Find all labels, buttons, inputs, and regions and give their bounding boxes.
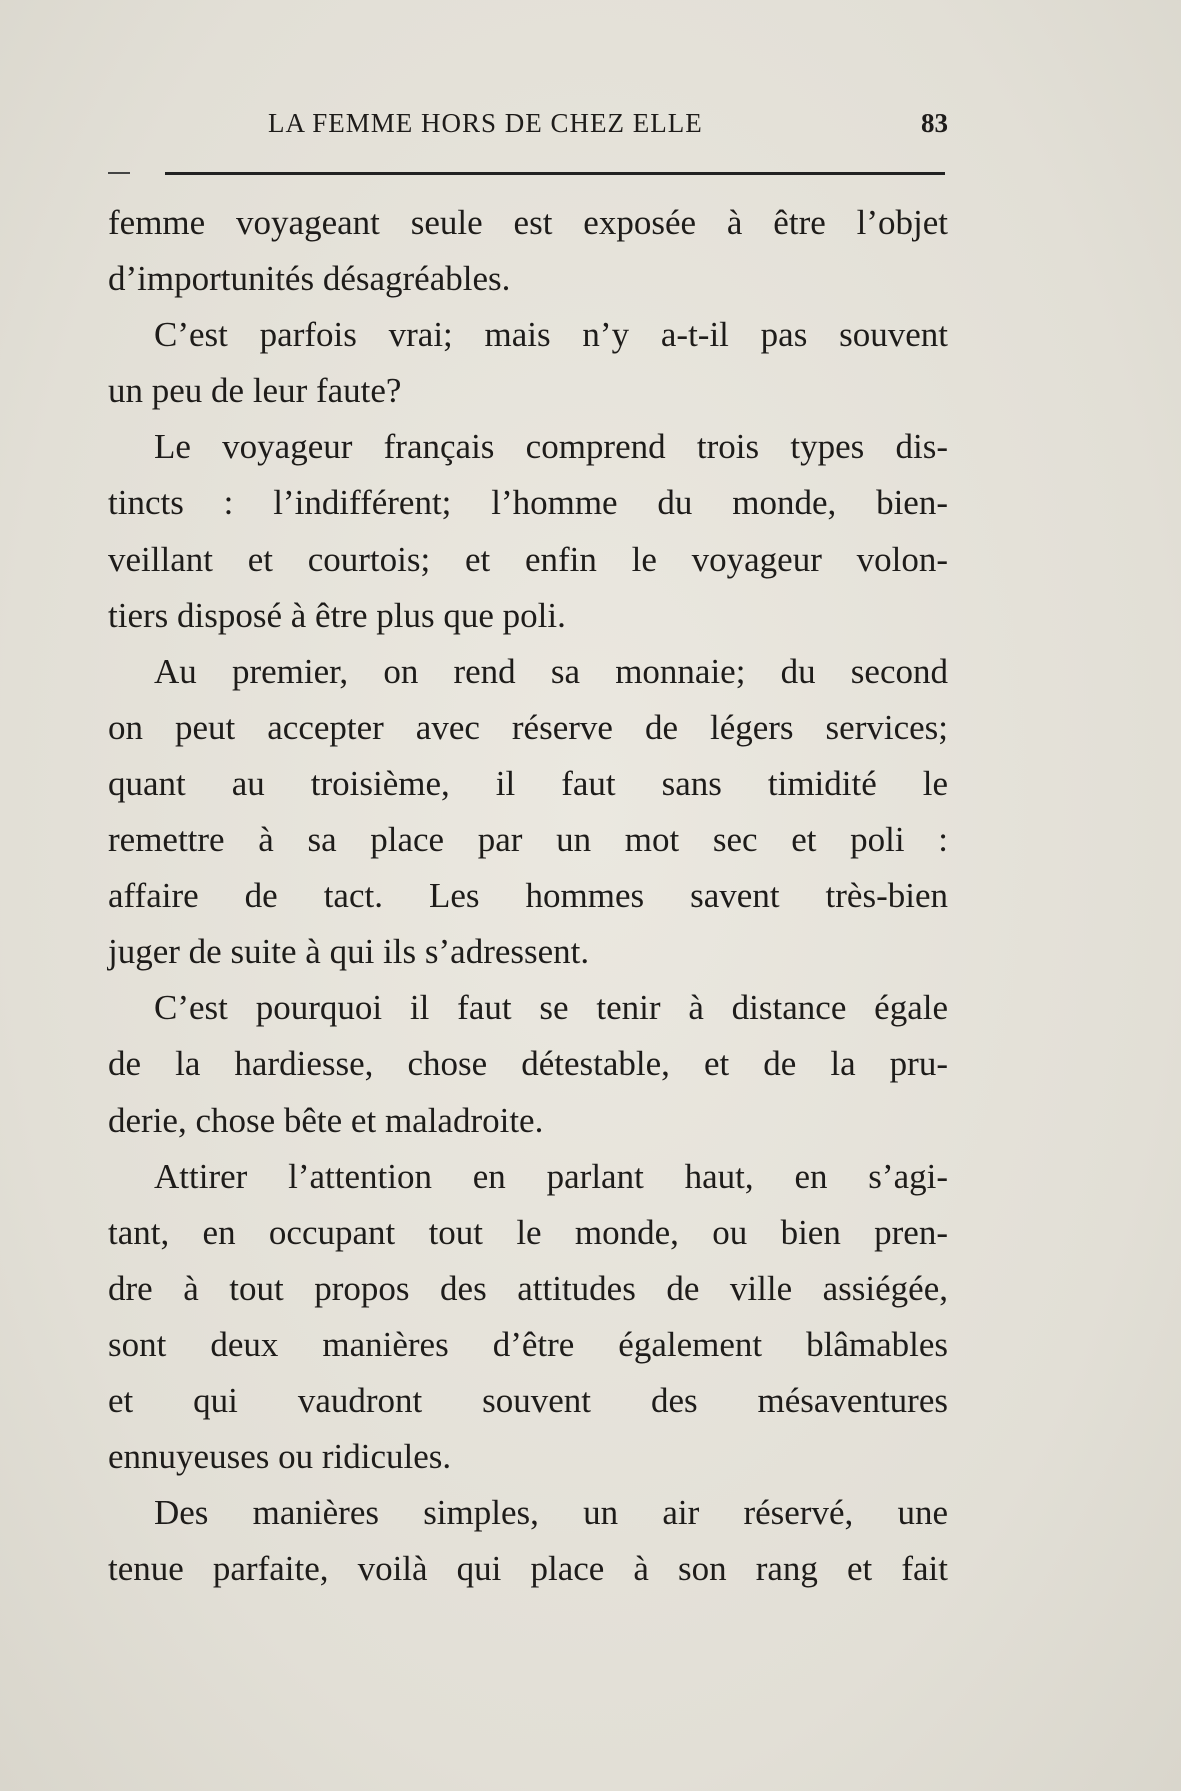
text-line (108, 251, 948, 307)
page-header (108, 108, 948, 148)
text-line (108, 588, 948, 644)
text-line (108, 1205, 948, 1261)
page-number: 83 (921, 108, 948, 138)
text-line-content: remettre à sa place par un mot sec et poli : (108, 820, 948, 860)
text-line (108, 1373, 948, 1429)
text-line (108, 980, 948, 1036)
text-line-content: juger de suite à qui ils s’adressent. (108, 932, 590, 972)
running-title: LA FEMME HORS DE CHEZ ELLE (268, 108, 703, 138)
text-line-content: tincts : l’indifférent; l’homme du monde, bien- (108, 483, 948, 523)
text-line (108, 1261, 948, 1317)
text-line (108, 1093, 948, 1149)
rule-mark (108, 172, 130, 174)
body-text (108, 195, 948, 1597)
text-line (108, 1317, 948, 1373)
text-line (108, 644, 948, 700)
text-line (108, 307, 948, 363)
text-line (108, 363, 948, 419)
text-line-content: femme voyageant seule est exposée à être l’objet (108, 203, 948, 242)
text-line-content: C’est parfois vrai; mais n’y a-t-il pas souvent (154, 315, 948, 355)
text-line-content: tiers disposé à être plus que poli. (108, 595, 566, 635)
text-line-content: dre à tout propos des attitudes de ville assiégée, (108, 1268, 948, 1308)
text-line-content: Des manières simples, un air réservé, une (154, 1493, 948, 1533)
text-line-content: quant au troisième, il faut sans timidité le (108, 763, 948, 803)
text-line-content: Au premier, on rend sa monnaie; du second (154, 651, 948, 691)
text-line (108, 1485, 948, 1541)
text-line-content: tenue parfaite, voilà qui place à son rang et fait (108, 1549, 948, 1589)
text-line-content: on peut accepter avec réserve de légers services; (108, 707, 948, 747)
text-line (108, 475, 948, 531)
text-line-content: veillant et courtois; et enfin le voyageur volon- (108, 539, 948, 579)
text-line (108, 756, 948, 812)
text-line-content: sont deux manières d’être également blâmables (108, 1324, 948, 1364)
text-line-content: Le voyageur français comprend trois types dis- (154, 427, 948, 467)
text-line (108, 532, 948, 588)
text-line (108, 924, 948, 980)
text-line-content: ennuyeuses ou ridicules. (108, 1437, 452, 1477)
text-line (108, 1429, 948, 1485)
text-line-content: tant, en occupant tout le monde, ou bien pren- (108, 1212, 948, 1252)
header-rule (165, 172, 945, 175)
text-line (108, 419, 948, 475)
text-line-content: C’est pourquoi il faut se tenir à distance égale (154, 988, 948, 1028)
text-line (108, 868, 948, 924)
text-line (108, 700, 948, 756)
text-line (108, 195, 948, 251)
text-line (108, 812, 948, 868)
text-line-content: de la hardiesse, chose détestable, et de la pru- (108, 1044, 948, 1084)
text-line (108, 1036, 948, 1092)
text-line-content: d’importunités désagréables. (108, 259, 511, 299)
text-line (108, 1541, 948, 1597)
text-line-content: derie, chose bête et maladroite. (108, 1100, 544, 1140)
text-line-content: Attirer l’attention en parlant haut, en s’agi- (154, 1156, 948, 1196)
text-line (108, 1149, 948, 1205)
text-line-content: et qui vaudront souvent des mésaventures (108, 1380, 948, 1420)
text-line-content: affaire de tact. Les hommes savent très-bien (108, 876, 948, 916)
text-line-content: un peu de leur faute? (108, 371, 402, 411)
